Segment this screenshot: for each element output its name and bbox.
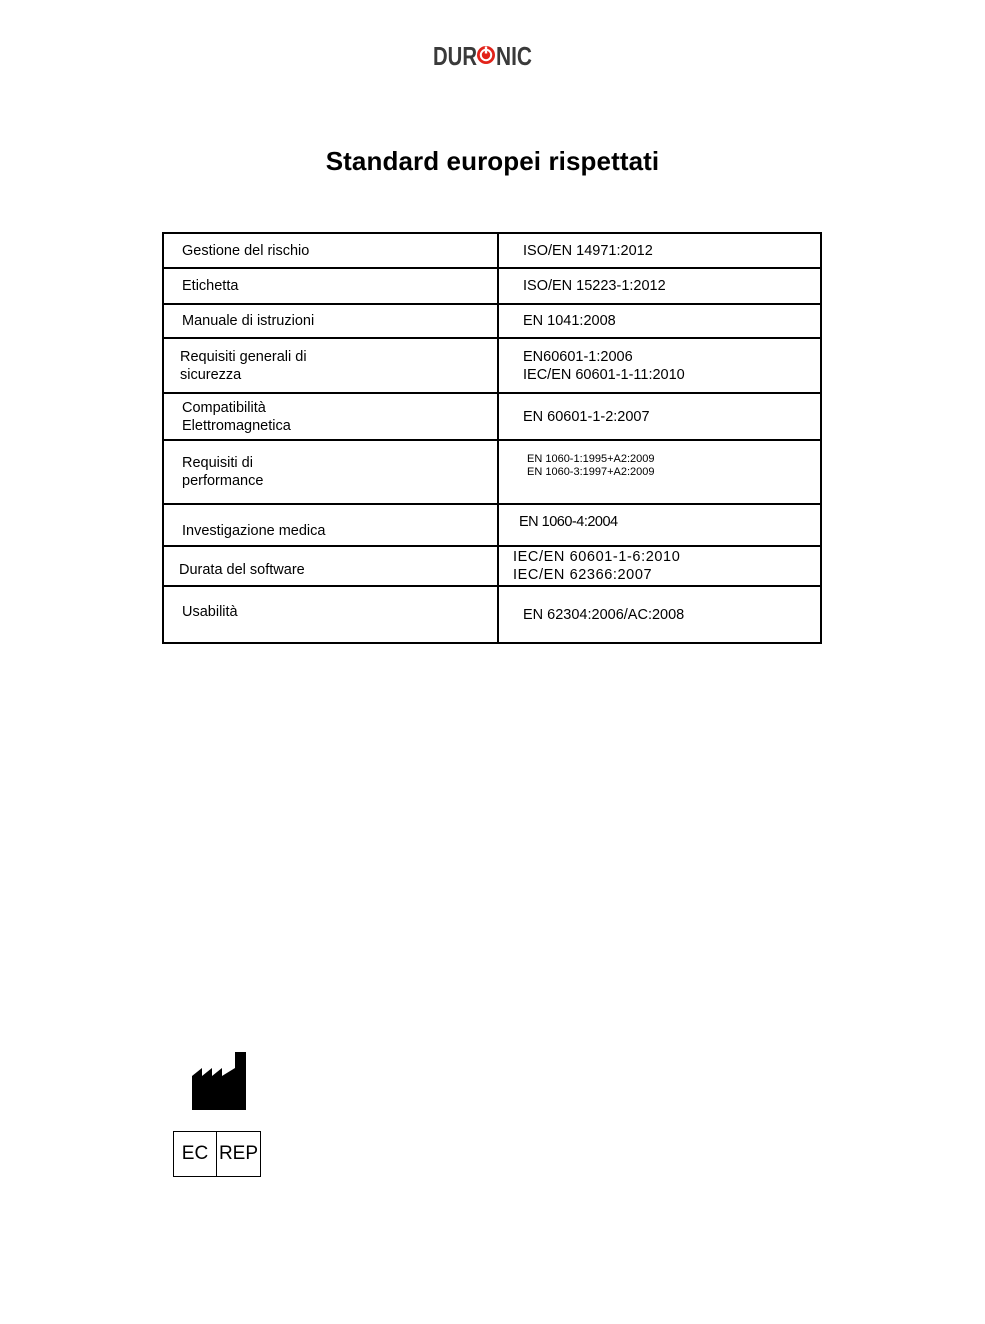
requirement-cell: Etichetta (163, 268, 498, 304)
requirement-line: sicurezza (180, 366, 242, 383)
requirement-cell: Usabilità (163, 586, 498, 643)
standard-line: IEC/EN 60601-1-11:2010 (523, 366, 685, 383)
requirement-line: Compatibilità (182, 399, 266, 416)
standard-line: EN60601-1:2006 (523, 348, 633, 365)
requirement-cell: Manuale di istruzioni (163, 304, 498, 338)
requirement-line: performance (182, 473, 264, 489)
standard-cell (498, 440, 821, 504)
table-row (163, 504, 821, 546)
requirement-line: Elettromagnetica (182, 417, 291, 434)
factory-icon (192, 1052, 246, 1110)
standards-table (162, 232, 822, 644)
requirement-line: Requisiti generali di (180, 348, 307, 365)
ec-label: EC (174, 1132, 217, 1176)
manufacturer-symbol (192, 1052, 246, 1110)
standard-line: EN 1060-1:1995+A2:2009 (527, 453, 655, 465)
standard-line: EN 1060-3:1997+A2:2009 (527, 466, 655, 478)
requirement-cell (163, 393, 498, 440)
requirement-line: Requisiti di (182, 455, 253, 471)
standard-cell: ISO/EN 14971:2012 (498, 233, 821, 268)
table-row (163, 586, 821, 643)
duronic-logo-mark (433, 40, 533, 70)
requirement-cell: Durata del software (163, 546, 498, 586)
table-row (163, 393, 821, 440)
standard-cell: EN 1041:2008 (498, 304, 821, 338)
standard-cell: EN 1060-4:2004 (498, 504, 821, 546)
standard-cell (498, 546, 821, 586)
table-row (163, 304, 821, 338)
standard-cell: EN 60601-1-2:2007 (498, 393, 821, 440)
duronic-logo (433, 40, 533, 70)
standard-line: IEC/EN 60601-1-6:2010 (513, 549, 681, 565)
table-row (163, 268, 821, 304)
table-row (163, 440, 821, 504)
ec-rep-symbol (173, 1131, 261, 1177)
svg-text:DUR: DUR (433, 41, 478, 71)
svg-text:NIC: NIC (496, 41, 533, 71)
requirement-cell (163, 338, 498, 393)
standard-line: IEC/EN 62366:2007 (513, 567, 653, 583)
requirement-cell (163, 440, 498, 504)
standard-cell: EN 62304:2006/AC:2008 (498, 586, 821, 643)
table-row (163, 338, 821, 393)
table-row (163, 233, 821, 268)
standard-cell: ISO/EN 15223-1:2012 (498, 268, 821, 304)
rep-label: REP (218, 1143, 259, 1164)
requirement-cell: Gestione del rischio (163, 233, 498, 268)
page-title: Standard europei rispettati (325, 146, 660, 176)
requirement-cell: Investigazione medica (163, 504, 498, 546)
table-row (163, 546, 821, 586)
standard-cell (498, 338, 821, 393)
